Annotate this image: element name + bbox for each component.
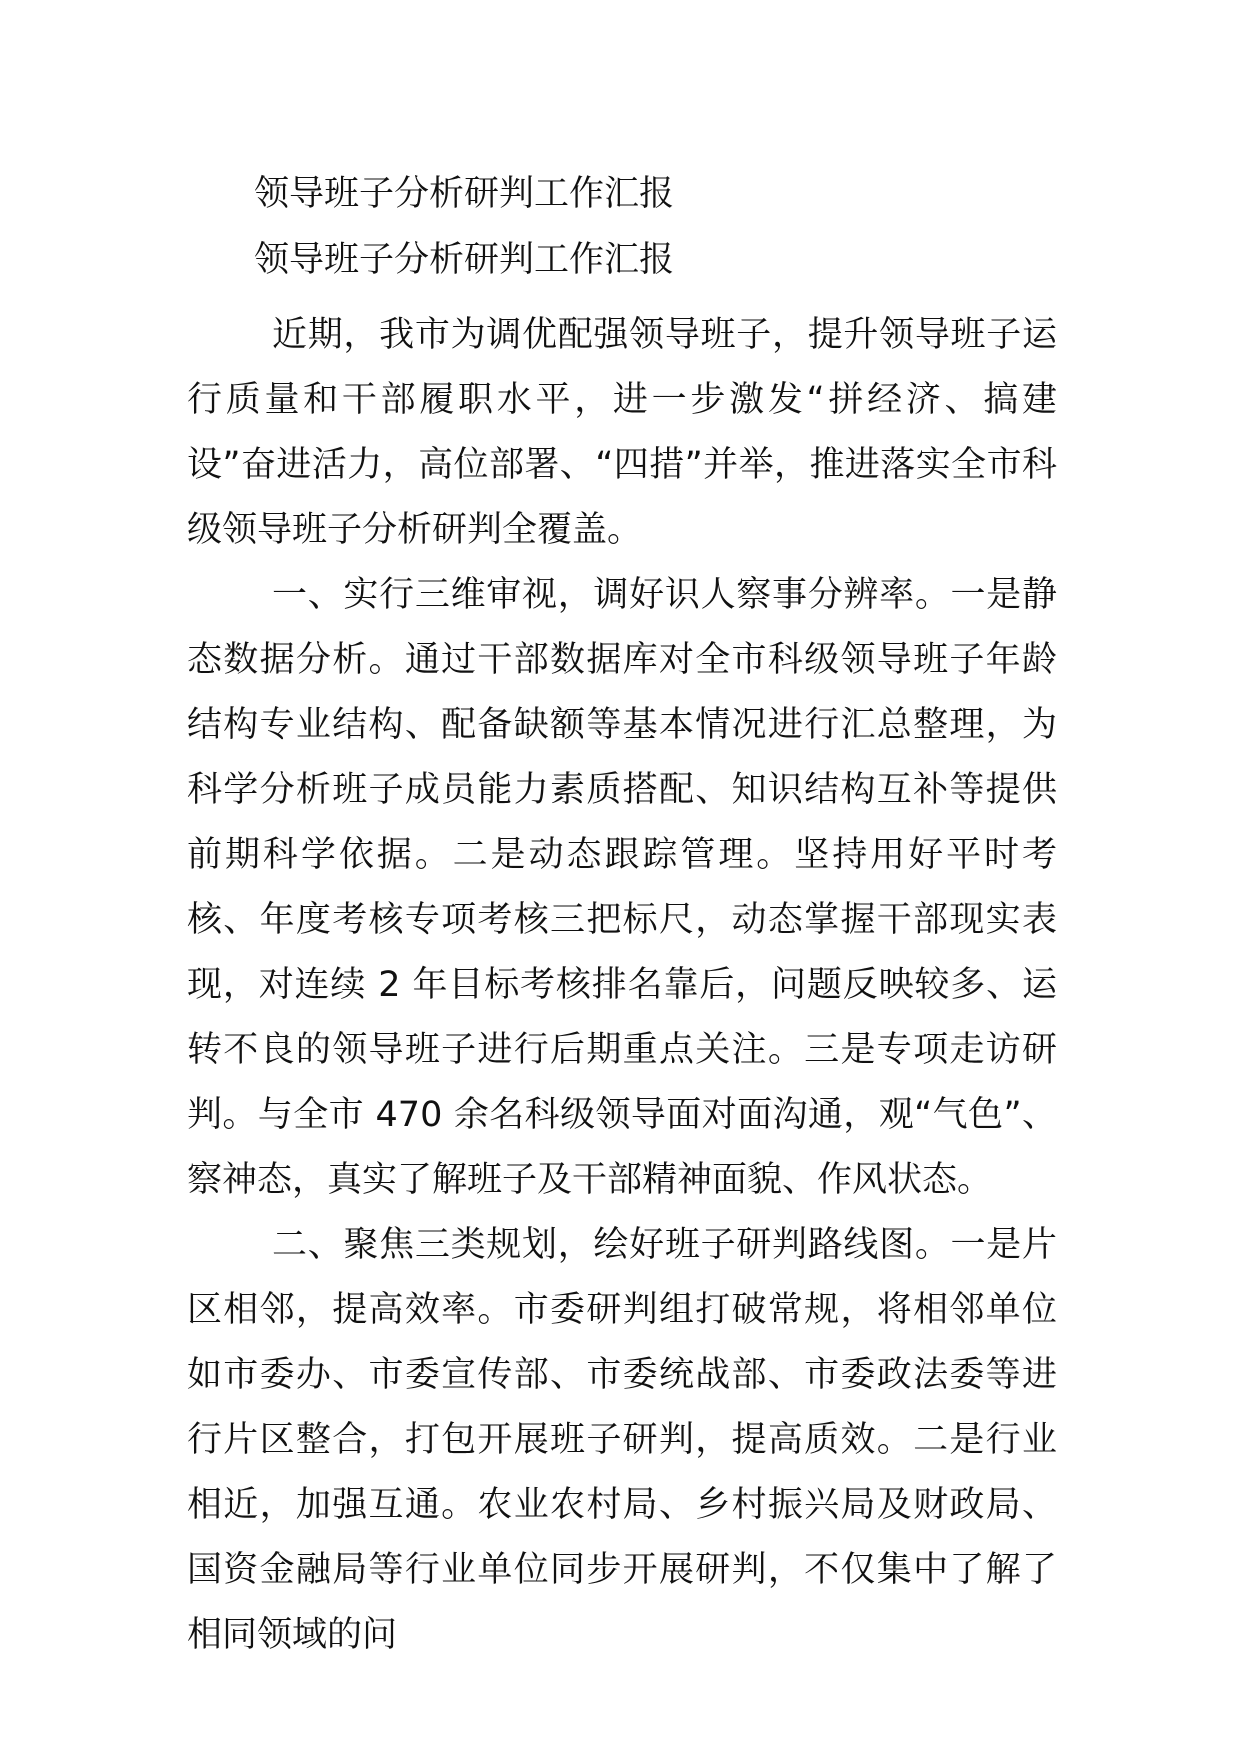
document-title: 领导班子分析研判工作汇报 <box>254 174 675 214</box>
document-body <box>187 303 1057 1668</box>
document-subtitle: 领导班子分析研判工作汇报 <box>254 240 675 280</box>
paragraph-intro: 近期，我市为调优配强领导班子，提升领导班子运行质量和干部履职水平，进一步激发“拼经济、搞建设”奋进活力，高位部署、“四措”并举，推进落实全市科级领导班子分析研判全覆盖。 <box>187 315 1057 550</box>
paragraph-section-two: 二、聚焦三类规划，绘好班子研判路线图。一是片区相邻，提高效率。市委研判组打破常规，将相邻单位如市委办、市委宣传部、市委统战部、市委政法委等进行片区整合，打包开展班子研判，提高质效。二是行业相近，加强互通。农业农村局、乡村振兴局及财政局、国资金融局等行业单位同步开展研判，不仅集中了解了相同领域的问 <box>187 1225 1057 1655</box>
paragraph-section-one: 一、实行三维审视，调好识人察事分辨率。一是静态数据分析。通过干部数据库对全市科级领导班子年龄结构专业结构、配备缺额等基本情况进行汇总整理，为科学分析班子成员能力素质搭配、知识结构互补等提供前期科学依据。二是动态跟踪管理。坚持用好平时考核、年度考核专项考核三把标尺，动态掌握干部现实表现，对连续 2 年目标考核排名靠后，问题反映较多、运转不良的领导班子进行后期重点关注。三是专项走访研判。与全市 470 余名科级领导面对面沟通，观“气色”、察神态，真实了解班子及干部精神面貌、作风状态。 <box>187 575 1057 1200</box>
